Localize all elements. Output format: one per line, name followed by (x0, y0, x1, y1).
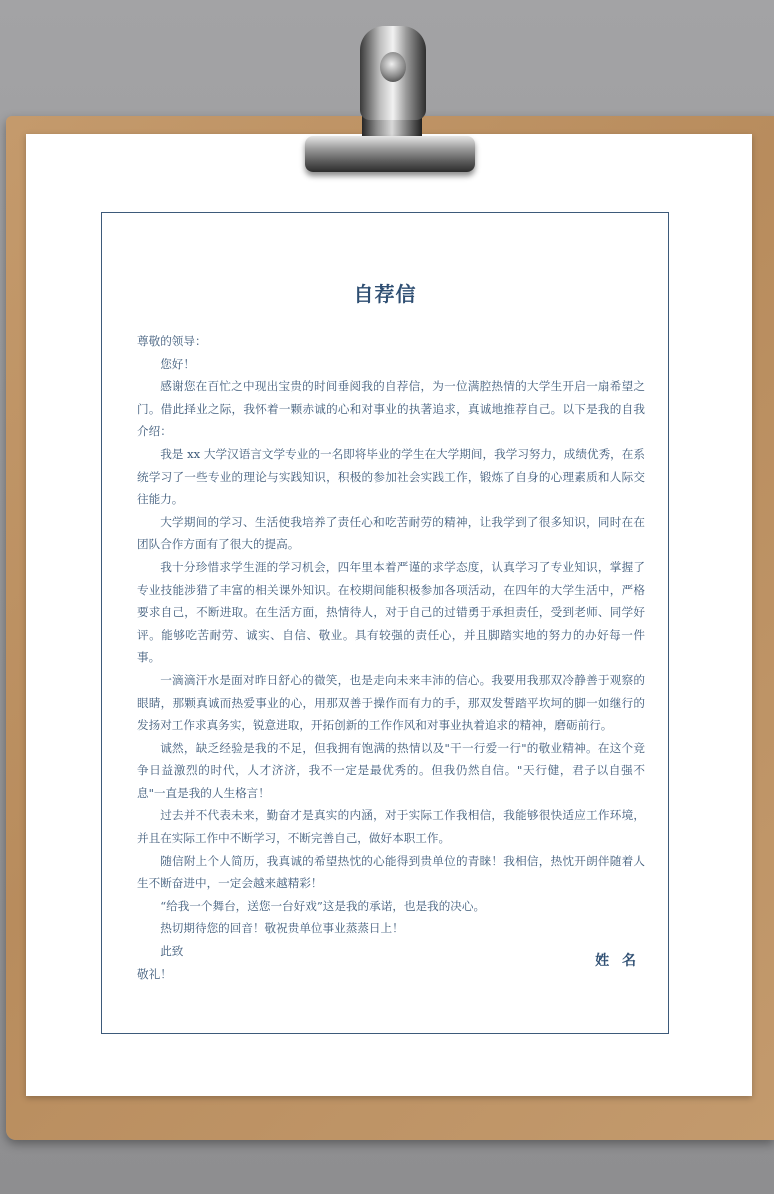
closing-line-1: 此致 (160, 944, 184, 959)
binder-clip-icon (305, 26, 475, 176)
body-paragraph: 我十分珍惜求学生涯的学习机会，四年里本着严谨的求学态度，认真学习了专业知识，掌握了专业技能涉猎了丰富的相关课外知识。在校期间能积极参加各项活动，在四年的大学生活中，严格要求自己，不断进取。在生活方面，热情待人，对于自己的过错勇于承担责任，受到老师、同学好评。能够吃苦耐劳、诚实、自信、敬业。具有较强的责任心，并且脚踏实地的努力的办好每一件事。 (137, 559, 645, 665)
clip-ring-hole (380, 52, 406, 82)
body-paragraph: 诚然，缺乏经验是我的不足，但我拥有饱满的热情以及"干一行爱一行"的敬业精神。在这个竞争日益激烈的时代，人才济济，我不一定是最优秀的。但我仍然自信。"天行健，君子以自强不息"一直是我的人生格言！ (137, 740, 645, 800)
body-paragraph: 过去并不代表未来，勤奋才是真实的内涵，对于实际工作我相信，我能够很快适应工作环境，并且在实际工作中不断学习，不断完善自己，做好本职工作。 (137, 808, 645, 846)
salutation: 尊敬的领导： (137, 334, 207, 348)
body-paragraph: “给我一个舞台，送您一台好戏”这是我的承诺，也是我的决心。 (160, 898, 486, 913)
body-paragraph: 随信附上个人简历，我真诚的希望热忱的心能得到贵单位的青睐！我相信，热忱开朗伴随着人生不断奋进中，一定会越来越精彩！ (137, 853, 645, 891)
clip-base (305, 136, 475, 172)
body-paragraph: 感谢您在百忙之中现出宝贵的时间垂阅我的自荐信，为一位满腔热情的大学生开启一扇希望之门。借此择业之际，我怀着一颗赤诚的心和对事业的执著追求，真诚地推荐自己。以下是我的自我介绍： (137, 379, 645, 439)
body-paragraph: 大学期间的学习、生活使我培养了责任心和吃苦耐劳的精神，让我学到了很多知识，同时在在团队合作方面有了很大的提高。 (137, 514, 645, 552)
letter-body (137, 330, 645, 985)
body-paragraph: 热切期待您的回音！敬祝贵单位事业蒸蒸日上！ (160, 921, 404, 936)
signature-name: 姓 名 (595, 953, 640, 969)
greeting: 您好！ (160, 356, 195, 371)
closing-line-2: 敬礼！ (137, 966, 172, 981)
clip-ring (360, 26, 426, 120)
body-paragraph: 我是 xx 大学汉语言文学专业的一名即将毕业的学生在大学期间，我学习努力，成绩优秀，在系统学习了一些专业的理论与实践知识，积极的参加社会实践工作，锻炼了自身的心理素质和人际交往能力。 (137, 446, 645, 507)
letter-title: 自荐信 (353, 282, 417, 306)
body-paragraph: 一滴滴汗水是面对昨日舒心的微笑，也是走向未来丰沛的信心。我要用我那双冷静善于观察的眼睛，那颗真诚而热爱事业的心，用那双善于操作而有力的手，那双发誓踏平坎坷的脚一如继行的发扬对工作求真务实，锐意进取，开拓创新的工作作风和对事业执着追求的精神，磨砺前行。 (137, 672, 645, 733)
